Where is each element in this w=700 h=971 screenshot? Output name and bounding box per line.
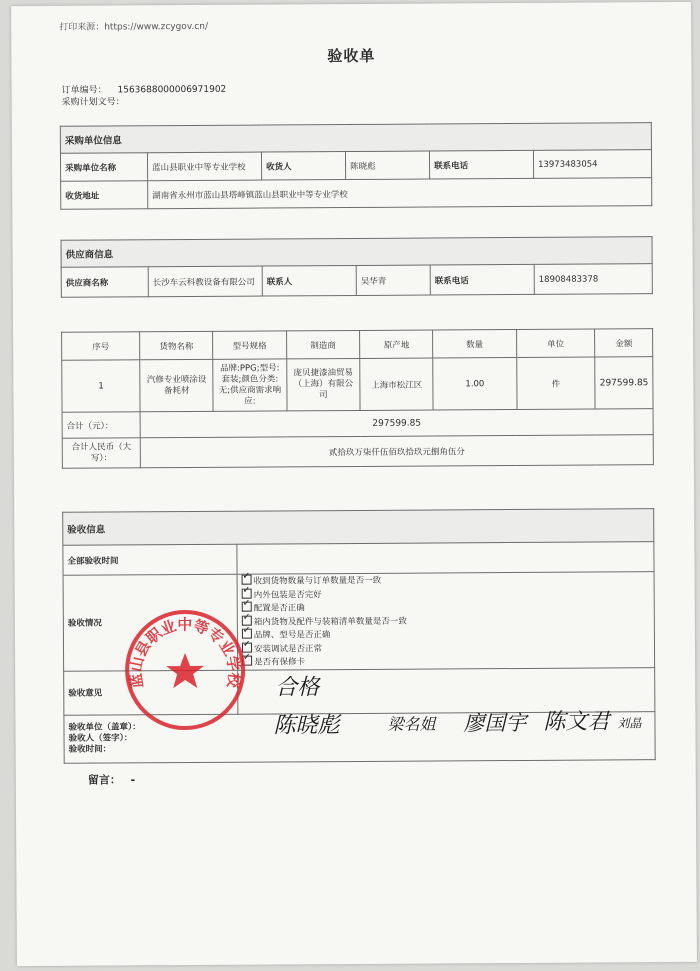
print-source: 打印来源：https://www.zcygov.cn/ bbox=[59, 21, 209, 33]
acceptance-time-value bbox=[237, 542, 654, 575]
supplier-info-table bbox=[61, 236, 653, 298]
buyer-info-table bbox=[60, 122, 653, 210]
checklist-item: ✓是否有保修卡 bbox=[242, 653, 650, 669]
order-number-value: 1563688000006971902 bbox=[117, 84, 227, 96]
total-cn-label: 合计人民币（大写）： bbox=[62, 438, 140, 468]
delivery-address: 湖南省永州市蓝山县塔峰镇蓝山县职业中等专业学校 bbox=[148, 178, 652, 209]
seal-star-icon bbox=[166, 653, 204, 688]
col-header: 原产地 bbox=[360, 330, 433, 358]
checkbox-checked-icon bbox=[242, 575, 252, 585]
col-header: 单位 bbox=[516, 329, 595, 357]
time-sign-label: 验收时间： bbox=[68, 743, 112, 755]
item-qty: 1.00 bbox=[433, 358, 516, 411]
signature: 梁名姐 bbox=[387, 714, 436, 734]
official-seal-stamp bbox=[120, 605, 251, 736]
goods-table bbox=[61, 328, 654, 469]
supplier-name: 长沙车云科教设备有限公司 bbox=[148, 266, 262, 297]
checkbox-checked-icon bbox=[242, 588, 252, 598]
item-name: 汽修专业喷涂设备耗材 bbox=[140, 359, 213, 411]
buyer-phone: 13973483054 bbox=[533, 150, 651, 179]
unit-sign-label: 验收单位（盖章）： bbox=[68, 721, 141, 733]
signature: 陈文君 bbox=[543, 709, 610, 735]
acceptance-form-page bbox=[11, 2, 697, 966]
svg-text:蓝山县职业中等专业学校: 蓝山县职业中等专业学校 bbox=[126, 615, 244, 690]
supplier-phone-label: 联系电话 bbox=[430, 264, 534, 295]
acceptance-opinion-label: 验收意见 bbox=[64, 670, 238, 715]
contact-label: 联系人 bbox=[262, 265, 356, 296]
signature: 廖国宇 bbox=[463, 710, 527, 736]
person-sign-label: 验收人（签字）： bbox=[68, 732, 133, 744]
signature: 刘晶 bbox=[617, 716, 642, 731]
item-maker: 庞贝捷漆油贸易（上海）有限公司 bbox=[286, 358, 360, 410]
checklist-item: ✓配置是否正确 bbox=[242, 599, 650, 615]
receiver-label: 收货人 bbox=[261, 152, 345, 181]
checklist-item: ✓收到货物数量与订单数量是否一致 bbox=[242, 572, 650, 588]
buyer-name-label: 采购单位名称 bbox=[60, 153, 147, 182]
handwritten-opinion: 合格 bbox=[275, 675, 320, 701]
note-value: - bbox=[130, 773, 136, 787]
supplier-section-title: 供应商信息 bbox=[61, 237, 652, 268]
total-amount: 297599.85 bbox=[140, 409, 653, 438]
buyer-section-title: 采购单位信息 bbox=[60, 123, 651, 154]
col-header: 货物名称 bbox=[140, 331, 213, 359]
col-header: 金额 bbox=[595, 329, 653, 357]
total-label: 合计（元）： bbox=[62, 412, 140, 438]
supplier-name-label: 供应商名称 bbox=[61, 267, 148, 298]
acceptance-time-label: 全部验收时间 bbox=[63, 544, 237, 575]
buyer-name: 蓝山县职业中等专业学校 bbox=[147, 152, 261, 181]
item-unit: 件 bbox=[516, 357, 595, 409]
signature: 陈晓彪 bbox=[273, 713, 340, 739]
acceptance-status-label: 验收情况 bbox=[63, 574, 238, 671]
note-label: 留言： bbox=[87, 773, 121, 787]
supplier-phone: 18908483378 bbox=[534, 264, 652, 295]
acceptance-section-title: 验收信息 bbox=[63, 509, 654, 546]
col-header: 数量 bbox=[433, 330, 516, 359]
goods-header-row bbox=[62, 329, 653, 361]
address-label: 收货地址 bbox=[61, 181, 148, 210]
col-header: 制造商 bbox=[286, 330, 360, 358]
acceptance-checklist bbox=[237, 572, 655, 670]
receiver-name: 陈晓彪 bbox=[345, 151, 429, 180]
checklist-item: ✓安装调试是否正常 bbox=[242, 640, 650, 656]
contact-name: 吴华青 bbox=[356, 265, 430, 295]
page-title: 验收单 bbox=[327, 46, 376, 66]
col-header: 型号规格 bbox=[213, 331, 286, 359]
table-row bbox=[62, 357, 653, 413]
item-no: 1 bbox=[62, 360, 141, 412]
col-header: 序号 bbox=[62, 332, 140, 360]
item-origin: 上海市松江区 bbox=[360, 358, 433, 410]
checklist-item: ✓箱内货物及配件与装箱清单数量是否一致 bbox=[242, 613, 650, 629]
order-number-label: 订单编号： bbox=[61, 85, 107, 96]
buyer-phone-label: 联系电话 bbox=[429, 150, 533, 179]
plan-number-label: 采购计划文号： bbox=[61, 97, 125, 108]
total-amount-chinese: 贰拾玖万柒仟伍佰玖拾玖元捌角伍分 bbox=[140, 435, 653, 468]
item-spec: 品牌:PPG;型号:套装;颜色分类:无;供应商需求响应: bbox=[213, 359, 287, 411]
item-amount: 297599.85 bbox=[595, 357, 653, 409]
checklist-item: ✓内外包装是否完好 bbox=[242, 586, 650, 602]
checklist-item: ✓品牌、型号是否正确 bbox=[242, 626, 650, 642]
note bbox=[88, 771, 136, 787]
